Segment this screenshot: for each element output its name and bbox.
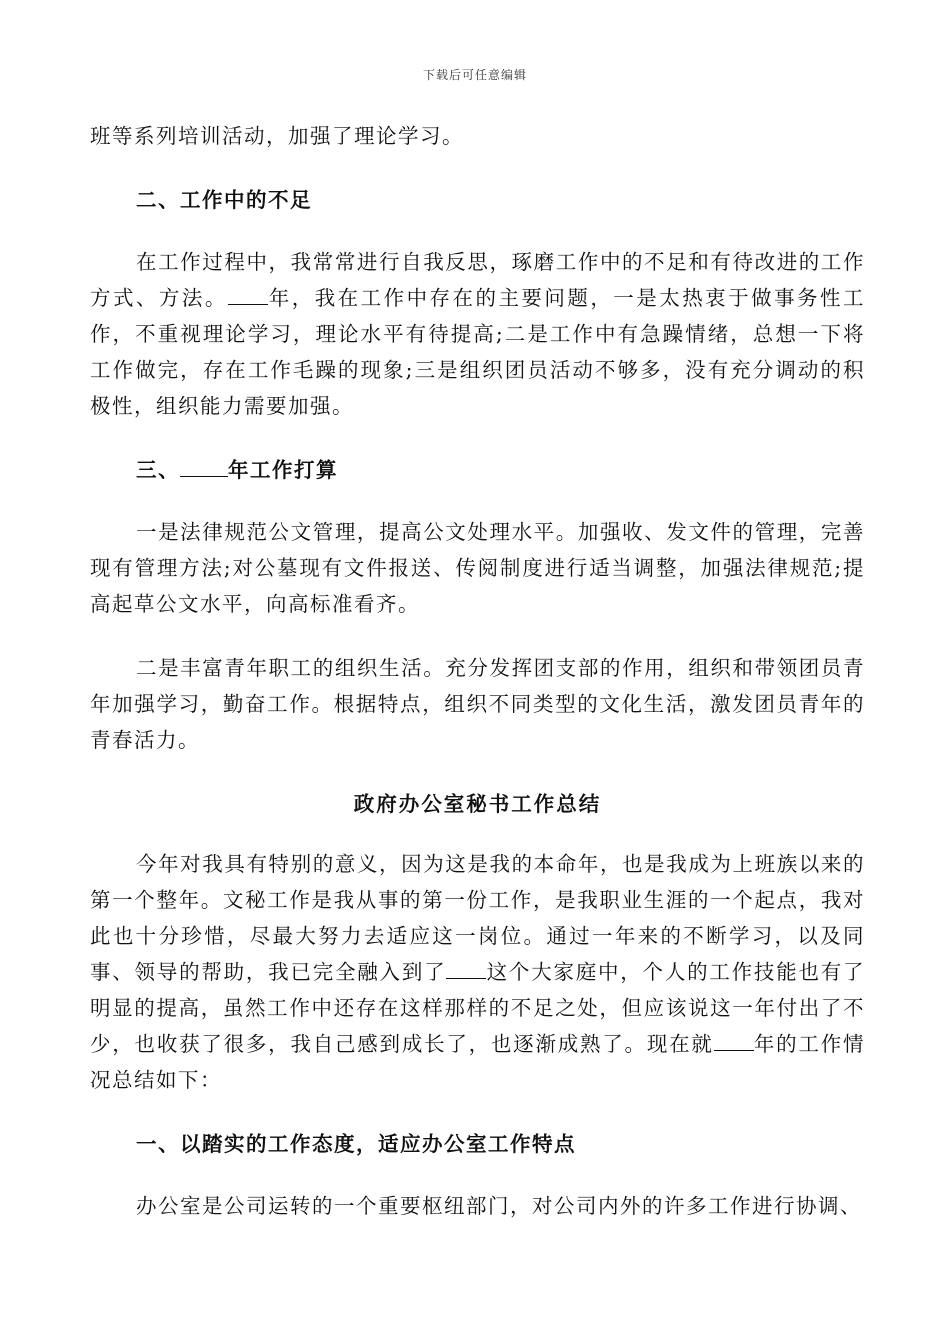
fill-in-blank: [180, 456, 228, 477]
paragraph-intro-tail: 班等系列培训活动，加强了理论学习。: [90, 124, 464, 148]
heading-plan: [90, 452, 865, 488]
paragraph-text: 年的工作情况总结如下：: [90, 1032, 866, 1092]
heading-attitude: 一、以踏实的工作态度，适应办公室工作特点: [136, 1132, 576, 1156]
paragraph-plan-one: 一是法律规范公文管理，提高公文处理水平。加强收、发文件的管理，完善现有管理方法;对公墓现有文件报送、传阅制度进行适当调整，加强法律规范;提高起草公文水平，向高标准看齐。: [90, 520, 865, 616]
paragraph-text: 今年对我具有特别的意义，因为这是我的本命年，也是我成为上班族以来的第一个整年。文秘工作是我从事的第一份工作，是我职业生涯的一个起点，我对此也十分珍惜，尽最大努力去适应这一岗位。通过一年来的不断学习，以及同事、领导的帮助，我已完全融入到了: [90, 852, 865, 984]
heading-text: 三、: [136, 458, 180, 482]
paragraph-text: 年，我在工作中存在的主要问题，一是太热衷于做事务性工作，不重视理论学习，理论水平有待提高;二是工作中有急躁情绪，总想一下将工作做完，存在工作毛躁的现象;三是组织团员活动不够多，没有充分调动的积极性，组织能力需要加强。: [90, 286, 865, 418]
paragraph-summary: [90, 846, 865, 1098]
document-title: 政府办公室秘书工作总结: [353, 792, 602, 816]
document-body: [90, 118, 865, 1224]
paragraph-shortcomings: [90, 244, 865, 424]
heading-shortcomings: 二、工作中的不足: [136, 188, 312, 212]
paragraph-plan-two: 二是丰富青年职工的组织生活。充分发挥团支部的作用，组织和带领团员青年加强学习，勤奋工作。根据特点，组织不同类型的文化生活，激发团员青年的青春活力。: [90, 656, 865, 752]
paragraph-text: 这个大家庭中，个人的工作技能也有了明显的提高，虽然工作中还存在这样那样的不足之处，但应该说这一年付出了不少，也收获了很多，我自己感到成长了，也逐渐成熟了。现在就: [90, 960, 866, 1056]
heading-text: 年工作打算: [228, 458, 338, 482]
fill-in-blank: [714, 1030, 754, 1051]
paragraph-text: 在工作过程中，我常常进行自我反思，琢磨工作中的不足和有待改进的工作方式、方法。: [90, 250, 865, 310]
paragraph-office: 办公室是公司运转的一个重要枢纽部门，对公司内外的许多工作进行协调、: [136, 1194, 862, 1218]
fill-in-blank: [446, 958, 486, 979]
page-header: 下载后可任意编辑: [422, 68, 527, 82]
fill-in-blank: [228, 284, 268, 305]
